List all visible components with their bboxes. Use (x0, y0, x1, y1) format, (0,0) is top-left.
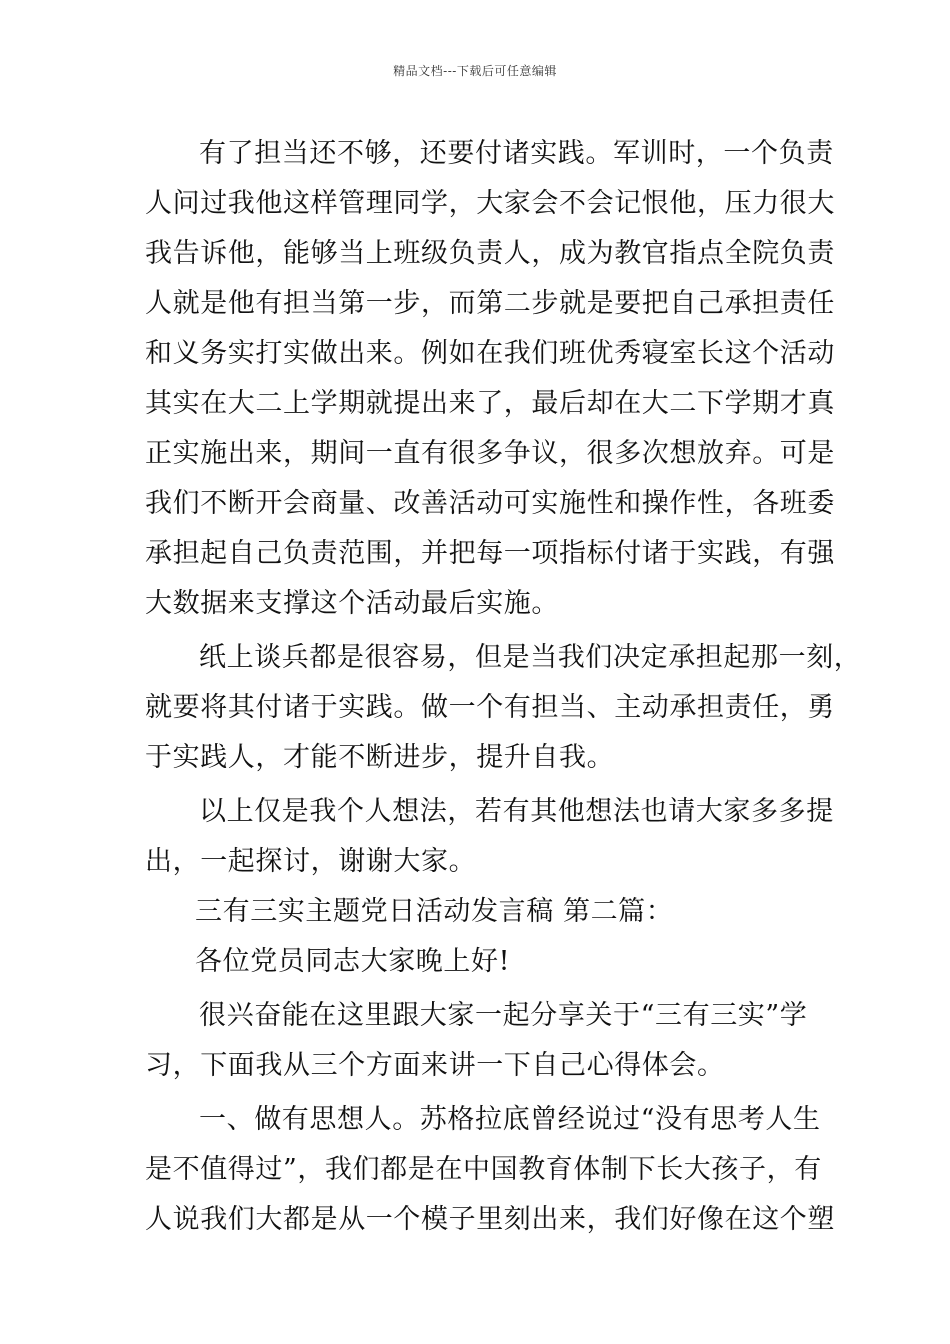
paragraph-line: 正实施出来，期间一直有很多争议，很多次想放弃。可是 (145, 438, 835, 469)
section-heading: 三有三实主题党日活动发言稿 第二篇： (195, 896, 674, 927)
paragraph-line: 和义务实打实做出来。例如在我们班优秀寝室长这个活动 (145, 338, 835, 369)
paragraph-line: 以上仅是我个人想法，若有其他想法也请大家多多提 (199, 796, 834, 827)
paragraph-line: 出，一起探讨，谢谢大家。 (145, 846, 477, 877)
paragraph-line: 一、做有思想人。苏格拉底曾经说过“没有思考人生 (199, 1104, 821, 1135)
page-header: 精品文档---下载后可任意编辑 (393, 64, 557, 78)
paragraph-line: 纸上谈兵都是很容易，但是当我们决定承担起那一刻， (199, 642, 862, 673)
paragraph-line: 人问过我他这样管理同学，大家会不会记恨他，压力很大 (145, 188, 835, 219)
paragraph-line: 人说我们大都是从一个模子里刻出来，我们好像在这个塑 (145, 1204, 835, 1235)
paragraph-line: 人就是他有担当第一步，而第二步就是要把自己承担责任 (145, 288, 835, 319)
paragraph-line: 我告诉他，能够当上班级负责人，成为教官指点全院负责 (145, 238, 835, 269)
paragraph-line: 就要将其付诸于实践。做一个有担当、主动承担责任，勇 (145, 692, 835, 723)
paragraph-line: 承担起自己负责范围，并把每一项指标付诸于实践，有强 (145, 538, 835, 569)
paragraph-line: 是不值得过”，我们都是在中国教育体制下长大孩子，有 (145, 1154, 822, 1185)
document-body (145, 129, 862, 1245)
paragraph-line: 其实在大二上学期就提出来了，最后却在大二下学期才真 (145, 388, 835, 419)
paragraph-line: 有了担当还不够，还要付诸实践。军训时，一个负责 (199, 138, 834, 169)
paragraph-line: 大数据来支撑这个活动最后实施。 (145, 588, 559, 619)
paragraph-line: 习，下面我从三个方面来讲一下自己心得体会。 (145, 1050, 725, 1081)
greeting-line: 各位党员同志大家晚上好! (195, 946, 511, 977)
paragraph-line: 很兴奋能在这里跟大家一起分享关于“三有三实”学 (199, 1000, 808, 1031)
paragraph-line: 于实践人，才能不断进步，提升自我。 (145, 742, 615, 773)
paragraph-line: 我们不断开会商量、改善活动可实施性和操作性，各班委 (145, 488, 835, 519)
